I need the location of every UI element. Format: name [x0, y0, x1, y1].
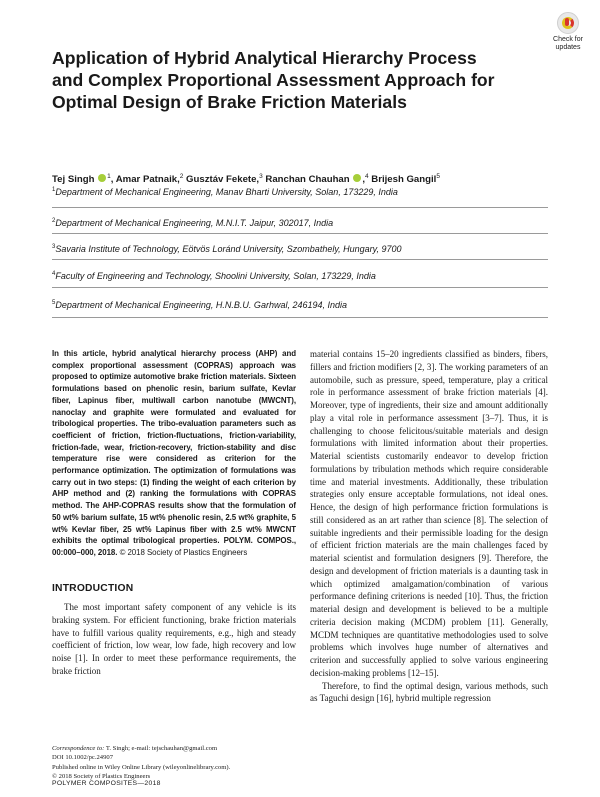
- author-list: Tej Singh $^1$, Amar Patnaik,$^2$ Gusztáv Fekete,$^3$ Ranchan Chauhan ,$^4$ Brijesh Gangil$^5$: [52, 173, 440, 186]
- page-footer: POLYMER COMPOSITES—2018: [52, 780, 161, 787]
- affiliation-divider: [52, 207, 548, 208]
- author-5-sup: 5: [436, 173, 440, 180]
- affiliation-5: [52, 300, 347, 310]
- orcid-icon[interactable]: [353, 174, 361, 182]
- author-3: Gusztáv Fekete,: [186, 174, 260, 186]
- author-2: Amar Patnaik,: [115, 174, 180, 186]
- author-1: Tej Singh: [52, 174, 95, 186]
- affiliation-2-text: Department of Mechanical Engineering, M.N.I.T. Jaipur, 302017, India: [55, 218, 334, 228]
- abstract-copyright: © 2018 Society of Plastics Engineers: [119, 547, 248, 557]
- affiliation-5-num: 5: [52, 300, 56, 306]
- correspondence-email[interactable]: T. Singh; e-mail: tejschauhan@gmail.com: [105, 745, 218, 752]
- body-paragraph-2: Therefore, to find the optimal design, various methods, such as Taguchi design [16], hybrid multiple regression: [310, 680, 548, 704]
- affiliation-divider: [52, 233, 548, 234]
- affiliation-1-text: Department of Mechanical Engineering, Manav Bharti University, Solan, 173229, India: [55, 187, 398, 197]
- affiliation-1-num: 1: [52, 187, 56, 193]
- footnote: [52, 744, 296, 782]
- affiliation-3-text: Savaria Institute of Technology, Eötvös Loránd University, Szombathely, Hungary, 9700: [55, 244, 402, 254]
- check-for-updates-icon: [557, 12, 579, 34]
- orcid-icon[interactable]: [98, 174, 106, 182]
- author-3-sup: 3: [259, 173, 263, 180]
- author-2-sup: 2: [179, 173, 184, 180]
- affiliation-divider: [52, 287, 548, 288]
- author-5: Brijesh Gangil: [371, 174, 437, 186]
- author-4-sup: 4: [364, 173, 369, 180]
- abstract-body: In this article, hybrid analytical hierarchy process (AHP) and complex proportional assessment (COPRAS) approach was proposed to optimize automotive brake friction materials. Sixteen formulations based on phenolic resin, barium sulfate, Kevlar fiber, Lapinus fiber, multiwall carbon nanotube (MWCNT), nanoclay and graphite were formulated and evaluated for tribological properties. The tribo-evaluation parameters such as coefficient of friction, friction-fluctuations, friction-variability, friction-fade, wear, friction-recovery, friction-stability and disc temperature rise were considered as criterion for the performance optimization. The optimization of formulations was carry out in two steps: (1) finding the weight of each criterion by AHP method and (2) ranking the formulations with COPRAS method. The AHP-COPRAS results show that the formulation of 50 wt% barium sulfate, 15 wt% phenolic resin, 2.5 wt% graphite, 5 wt% Kevlar fiber, 25 wt% Lapinus fiber with 2.5 wt% MWCNT exhibits the optimal tribological properties. POLYM. COMPOS., 00:000–000, 2018.: [52, 349, 296, 557]
- affiliation-2: [52, 218, 333, 228]
- body-paragraph-1: material contains 15–20 ingredients classified as binders, fibers, fillers and friction modifiers [2, 3]. The working parameters of an automobile, such as pressure, speed, temperature, play a critical role in performance assessment of brake friction materials [4]. Moreover, type of ingredients, their size and amount additionally play a vital role in performance assessment [3–7]. Thus, it is challenging to choose felicitous/suitable materials and design formulations with limited information about their properties. Material scientists customarily endeavor to develop friction formulations by tribulation methods which require considerable time and material investments. Additionally, these tribulation strategies only ensure acceptable formulations, not ideal ones. Hence, the design of high performance friction formulations is still considered as an art rather than science [8]. The selection of suitable ingredients and their permissible loading for the design of efficient friction materials are the main challenges faced by material scientist and formulation designers [9]. Therefore, the design and development of friction materials is a daunting task in which optimized amalgamation/combination of various performance defining criterions is needed [10]. Thus, the friction material design and development is believed to be a multiple criteria decision making (MCDM) problem [11]. Generally, MCDM techniques are quantitative methodologies used to solve problems which involves huge number of alternatives and criterion and successfully applied to solve various engineering decision-making problems [12–15].: [310, 349, 548, 678]
- published-line: Published online in Wiley Online Library (wileyonlinelibrary.com).: [52, 763, 231, 771]
- right-column: [310, 348, 548, 705]
- badge-line2: updates: [555, 44, 581, 51]
- doi-line: DOI 10.1002/pc.24907: [52, 754, 113, 762]
- affiliation-3-num: 3: [52, 244, 56, 250]
- affiliation-5-text: Department of Mechanical Engineering, H.N.B.U. Garhwal, 246194, India: [55, 300, 347, 310]
- affiliation-4-text: Faculty of Engineering and Technology, Shoolini University, Solan, 173229, India: [55, 271, 376, 281]
- affiliation-3: [52, 244, 402, 254]
- affiliation-divider: [52, 317, 548, 318]
- affiliation-divider: [52, 259, 548, 260]
- badge-line1: Check for: [553, 36, 583, 43]
- section-heading-introduction: INTRODUCTION: [52, 583, 134, 594]
- article-title: Application of Hybrid Analytical Hierarchy Process and Complex Proportional Assessment Approach for Optimal Design of Brake Friction Materials: [52, 48, 495, 112]
- footnote-copyright: © 2018 Society of Plastics Engineers: [52, 773, 151, 781]
- affiliation-2-num: 2: [52, 218, 56, 224]
- abstract: [52, 348, 296, 559]
- affiliation-4: [52, 271, 376, 281]
- affiliation-1: [52, 187, 398, 197]
- author-4: Ranchan Chauhan: [265, 174, 350, 186]
- author-1-sup: 1: [107, 173, 111, 180]
- affiliation-4-num: 4: [52, 271, 56, 277]
- correspondence-line: [52, 744, 296, 753]
- check-for-updates-badge[interactable]: [544, 12, 592, 56]
- correspondence-label: Correspondence to:: [52, 745, 105, 752]
- intro-paragraph: The most important safety component of any vehicle is its braking system. For efficient functioning, brake friction materials have to fulfill various quality requirements, e.g., high and steady coefficient of friction, low wear, low fade, high recovery and low noise [1]. In order to meet these performance requirements, the brake friction: [52, 602, 296, 676]
